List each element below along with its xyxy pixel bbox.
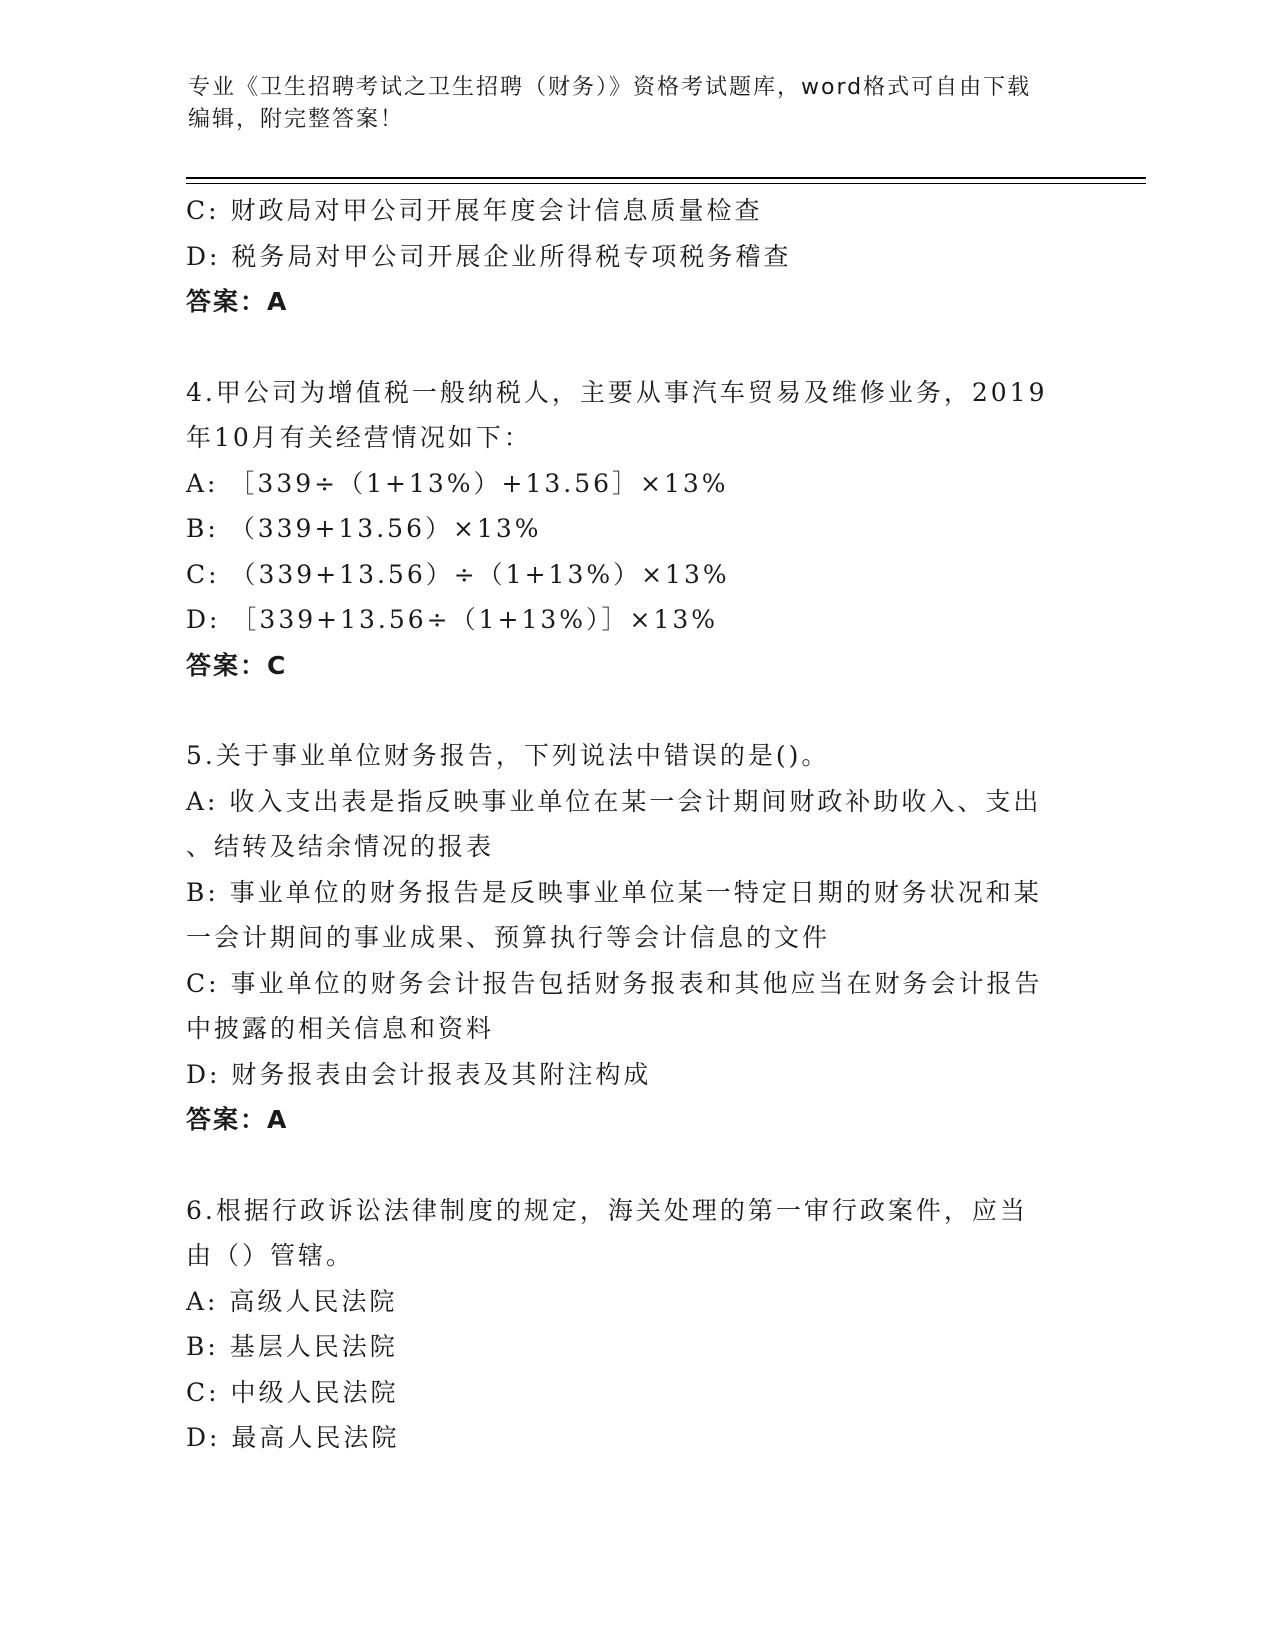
option-d: D: ［339+13.56÷（1+13%）］×13% bbox=[186, 605, 719, 634]
option-d: D: 最高人民法院 bbox=[186, 1423, 400, 1452]
document-header bbox=[188, 72, 1088, 136]
question-list bbox=[186, 188, 1086, 1461]
option-c: C: 事业单位的财务会计报告包括财务报表和其他应当在财务会计报告 bbox=[186, 968, 1043, 998]
header-line-2: 编辑，附完整答案！ bbox=[188, 107, 405, 132]
question-3-tail bbox=[186, 188, 1086, 325]
answer-label: 答案：C bbox=[186, 650, 288, 680]
header-divider-thin bbox=[186, 183, 1146, 184]
question-stem: 5.关于事业单位财务报告，下列说法中错误的是()。 bbox=[186, 741, 830, 770]
question-stem: 6.根据行政诉讼法律制度的规定，海关处理的第一审行政案件，应当 bbox=[186, 1195, 1028, 1225]
question-5 bbox=[186, 733, 1086, 1143]
option-a-continued: 、结转及结余情况的报表 bbox=[186, 832, 495, 861]
header-line-1: 专业《卫生招聘考试之卫生招聘（财务）》资格考试题库，word格式可自由下载 bbox=[188, 75, 1032, 100]
option-a: A: ［339÷（1+13%）+13.56］×13% bbox=[186, 468, 729, 498]
option-b: B: 基层人民法院 bbox=[186, 1332, 398, 1361]
question-stem-continued: 由（）管辖。 bbox=[186, 1241, 355, 1270]
option-c-continued: 中披露的相关信息和资料 bbox=[186, 1014, 495, 1043]
option-d: D: 税务局对甲公司开展企业所得税专项税务稽查 bbox=[186, 241, 792, 271]
answer-label: 答案：A bbox=[186, 1105, 289, 1134]
option-b: B: 事业单位的财务报告是反映事业单位某一特定日期的财务状况和某 bbox=[186, 877, 1042, 907]
spacer bbox=[186, 688, 1086, 733]
question-4 bbox=[186, 370, 1086, 689]
question-stem: 4.甲公司为增值税一般纳税人，主要从事汽车贸易及维修业务，2019 bbox=[186, 377, 1048, 407]
option-b-continued: 一会计期间的事业成果、预算执行等会计信息的文件 bbox=[186, 923, 831, 952]
question-stem-continued: 年10月有关经营情况如下： bbox=[186, 423, 532, 452]
header-divider-thick bbox=[186, 177, 1146, 179]
spacer bbox=[186, 1143, 1086, 1188]
option-c: C: （339+13.56）÷（1+13%）×13% bbox=[186, 559, 730, 589]
option-b: B: （339+13.56）×13% bbox=[186, 514, 542, 543]
option-a: A: 收入支出表是指反映事业单位在某一会计期间财政补助收入、支出 bbox=[186, 786, 1042, 816]
question-6 bbox=[186, 1188, 1086, 1461]
option-c: C: 财政局对甲公司开展年度会计信息质量检查 bbox=[186, 196, 763, 225]
answer-label: 答案：A bbox=[186, 287, 289, 316]
option-d: D: 财务报表由会计报表及其附注构成 bbox=[186, 1059, 652, 1089]
spacer bbox=[186, 325, 1086, 370]
option-c: C: 中级人民法院 bbox=[186, 1377, 399, 1407]
option-a: A: 高级人民法院 bbox=[186, 1286, 398, 1316]
